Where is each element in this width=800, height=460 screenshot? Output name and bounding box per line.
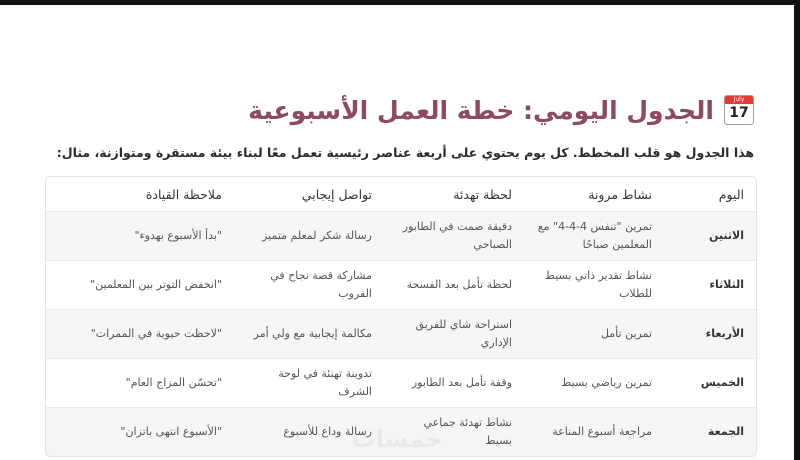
table-cell: "لاحظت حيوية في الممرات" xyxy=(46,310,234,359)
table-cell: نشاط تقدير ذاتي بسيط للطلاب xyxy=(524,261,664,310)
calendar-icon-month: July xyxy=(725,96,753,104)
intro-text: هذا الجدول هو قلب المخطط. كل يوم يحتوي على أربعة عناصر رئيسية تعمل معًا لبناء بيئة مستقرة ومتوازنة، مثال: xyxy=(56,145,754,160)
header-positive-communication: تواصل إيجابي xyxy=(234,177,384,212)
top-border xyxy=(0,0,800,5)
table-row xyxy=(46,359,756,408)
table-cell-day: الثلاثاء xyxy=(664,261,756,310)
table-cell-day: الاثنين xyxy=(664,212,756,261)
schedule-table xyxy=(46,177,756,456)
table-header-row xyxy=(46,177,756,212)
title-row xyxy=(248,95,754,125)
table-cell: تمرين رياضي بسيط xyxy=(524,359,664,408)
calendar-icon xyxy=(724,95,754,125)
calendar-icon-day: 17 xyxy=(729,105,749,121)
table-cell-day: الأربعاء xyxy=(664,310,756,359)
table-cell-day: الجمعة xyxy=(664,408,756,457)
page-title: الجدول اليومي: خطة العمل الأسبوعية xyxy=(248,95,714,125)
table-cell: تدوينة تهنئة في لوحة الشرف xyxy=(234,359,384,408)
schedule-table-container xyxy=(45,176,757,457)
table-cell: دقيقة صمت في الطابور الصباحي xyxy=(384,212,524,261)
header-day: اليوم xyxy=(664,177,756,212)
table-cell: تمرين تأمل xyxy=(524,310,664,359)
table-row xyxy=(46,310,756,359)
table-cell: لحظة تأمل بعد الفسحة xyxy=(384,261,524,310)
table-cell: وقفة تأمل بعد الطابور xyxy=(384,359,524,408)
right-border xyxy=(794,0,800,460)
table-row xyxy=(46,261,756,310)
table-cell: مكالمة إيجابية مع ولي أمر xyxy=(234,310,384,359)
table-cell: "تحسّن المزاج العام" xyxy=(46,359,234,408)
header-leadership-note: ملاحظة القيادة xyxy=(46,177,234,212)
header-calm-moment: لحظة تهدئة xyxy=(384,177,524,212)
table-cell: مراجعة أسبوع المناعة xyxy=(524,408,664,457)
table-cell: "بدأ الأسبوع بهدوء" xyxy=(46,212,234,261)
header-resilience-activity: نشاط مرونة xyxy=(524,177,664,212)
table-cell: تمرين "تنفس 4-4-4" مع المعلمين صباحًا xyxy=(524,212,664,261)
table-cell: رسالة شكر لمعلم متميز xyxy=(234,212,384,261)
table-cell: "انخفض التوتر بين المعلمين" xyxy=(46,261,234,310)
table-cell: مشاركة قصة نجاح في القروب xyxy=(234,261,384,310)
table-cell: استراحة شاي للفريق الإداري xyxy=(384,310,524,359)
table-cell-day: الخميس xyxy=(664,359,756,408)
table-row xyxy=(46,212,756,261)
table-cell: "الأسبوع انتهى باتزان" xyxy=(46,408,234,457)
table-cell: رسالة وداع للأسبوع xyxy=(234,408,384,457)
watermark-logo: خمسات xyxy=(351,425,443,453)
table-cell: نشاط تهدئة جماعي بسيط xyxy=(384,408,524,457)
